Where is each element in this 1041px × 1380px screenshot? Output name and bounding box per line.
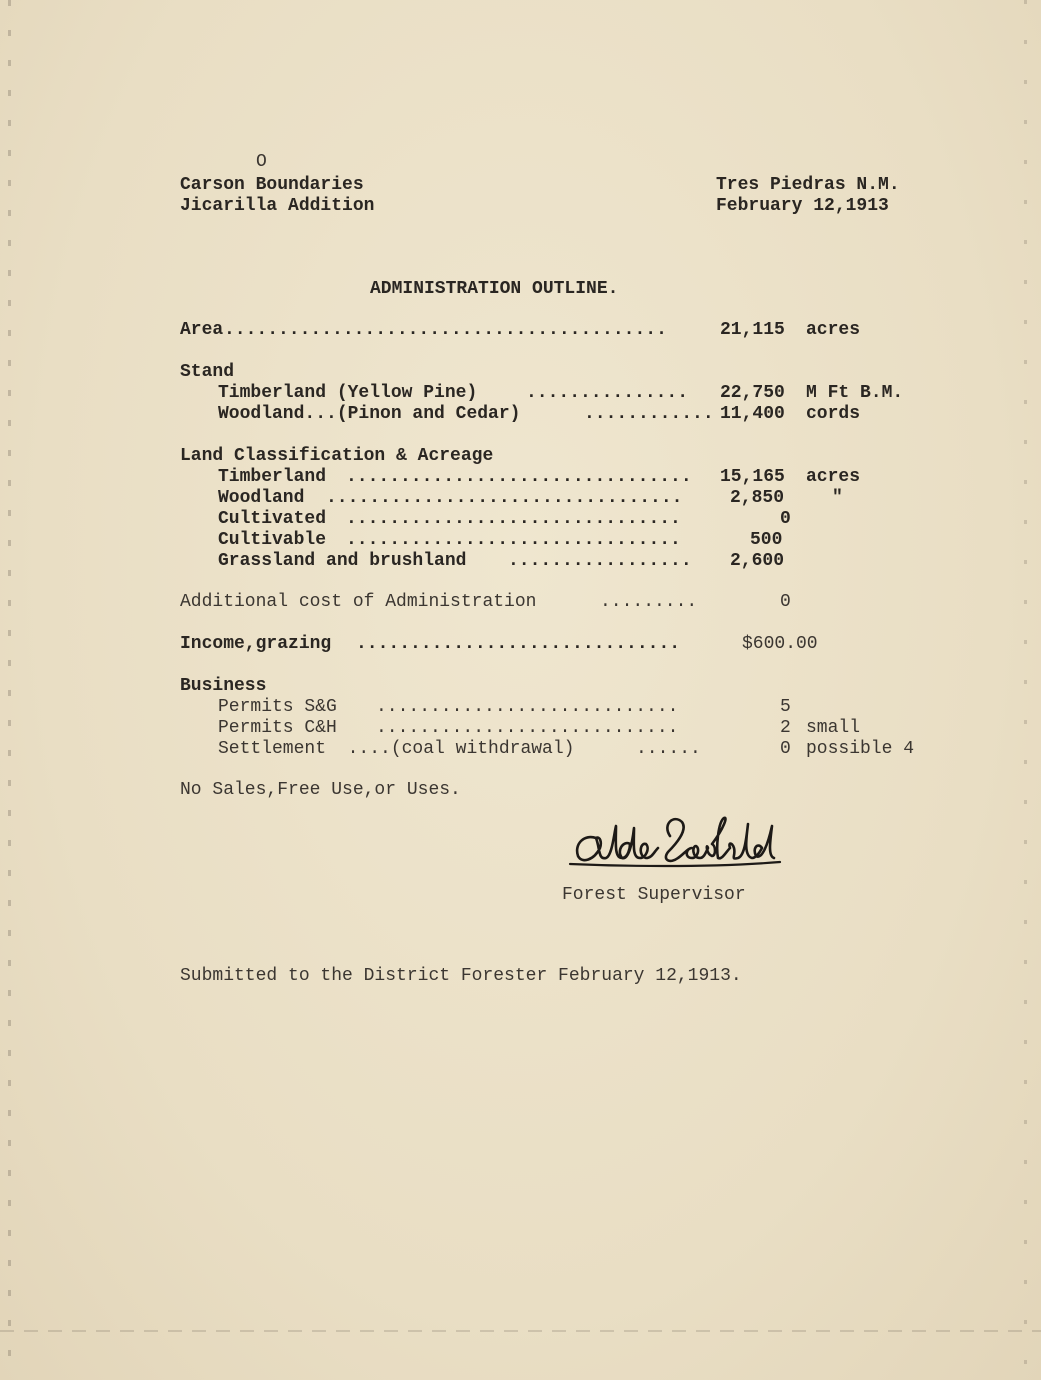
land-timberland-unit: acres — [806, 467, 861, 487]
land-timberland-leader: ................................ — [346, 467, 692, 487]
stand-timberland-label: Timberland (Yellow Pine) — [218, 383, 478, 403]
business-permits-ch-value: 2 — [780, 718, 791, 738]
stand-woodland-leader: ............ — [584, 404, 714, 424]
land-cultivable-value: 500 — [750, 530, 783, 550]
land-timberland-label: Timberland — [218, 467, 327, 487]
area-label: Area — [180, 320, 224, 340]
land-heading: Land Classification & Acreage — [180, 446, 494, 466]
area-leader: ......................................... — [224, 320, 667, 340]
land-timberland-value: 15,165 — [720, 467, 785, 487]
business-permits-ch-leader: ............................ — [376, 718, 679, 738]
header-right-line1: Tres Piedras N.M. — [716, 175, 900, 195]
stand-heading: Stand — [180, 362, 235, 382]
income-value: $600.00 — [742, 634, 818, 654]
additional-cost-value: 0 — [780, 592, 791, 612]
header-left-line2: Jicarilla Addition — [180, 196, 375, 216]
additional-cost-label: Additional cost of Administration — [180, 592, 537, 612]
area-value: 21,115 — [720, 320, 785, 340]
land-woodland-leader: ................................. — [326, 488, 683, 508]
document-title: ADMINISTRATION OUTLINE. — [370, 279, 619, 299]
land-woodland-unit: " — [832, 488, 843, 508]
land-cultivable-label: Cultivable — [218, 530, 327, 550]
business-heading: Business — [180, 676, 267, 696]
land-woodland-value: 2,850 — [730, 488, 785, 508]
signature-title: Forest Supervisor — [562, 885, 746, 905]
additional-cost-leader: ......... — [600, 592, 698, 612]
signature — [566, 808, 786, 878]
header-left-line1: Carson Boundaries — [180, 175, 364, 195]
business-permits-sg-leader: ............................ — [376, 697, 679, 717]
stand-timberland-value: 22,750 — [720, 383, 785, 403]
business-settlement-value: 0 — [780, 739, 791, 759]
stand-woodland-label: Woodland...(Pinon and Cedar) — [218, 404, 521, 424]
page-edge-left — [8, 0, 11, 1380]
land-cultivated-leader: ............................... — [346, 509, 681, 529]
land-cultivated-value: 0 — [780, 509, 791, 529]
stand-woodland-unit: cords — [806, 404, 861, 424]
business-settlement-leader: ...... — [636, 739, 701, 759]
income-label: Income,grazing — [180, 634, 332, 654]
stand-woodland-value: 11,400 — [720, 404, 785, 424]
land-grassland-value: 2,600 — [730, 551, 785, 571]
business-permits-ch-note: small — [806, 718, 861, 738]
business-permits-ch-label: Permits C&H — [218, 718, 337, 738]
area-unit: acres — [806, 320, 861, 340]
header-right-line2: February 12,1913 — [716, 196, 889, 216]
no-sales-note: No Sales,Free Use,or Uses. — [180, 780, 461, 800]
page-edge-right — [1024, 0, 1027, 1380]
stand-timberland-leader: ............... — [526, 383, 689, 403]
business-permits-sg-label: Permits S&G — [218, 697, 337, 717]
page-mark: O — [256, 152, 267, 172]
land-cultivated-label: Cultivated — [218, 509, 327, 529]
business-settlement-note: possible 4 — [806, 739, 915, 759]
business-permits-sg-value: 5 — [780, 697, 791, 717]
business-settlement-label: Settlement ....(coal withdrawal) — [218, 739, 575, 759]
page-edge-bottom — [0, 1330, 1041, 1332]
income-leader: .............................. — [356, 634, 681, 654]
land-cultivable-leader: ............................... — [346, 530, 681, 550]
land-woodland-label: Woodland — [218, 488, 305, 508]
land-grassland-label: Grassland and brushland — [218, 551, 467, 571]
footer-submitted: Submitted to the District Forester February 12,1913. — [180, 966, 742, 986]
land-grassland-leader: ................. — [508, 551, 692, 571]
stand-timberland-unit: M Ft B.M. — [806, 383, 904, 403]
